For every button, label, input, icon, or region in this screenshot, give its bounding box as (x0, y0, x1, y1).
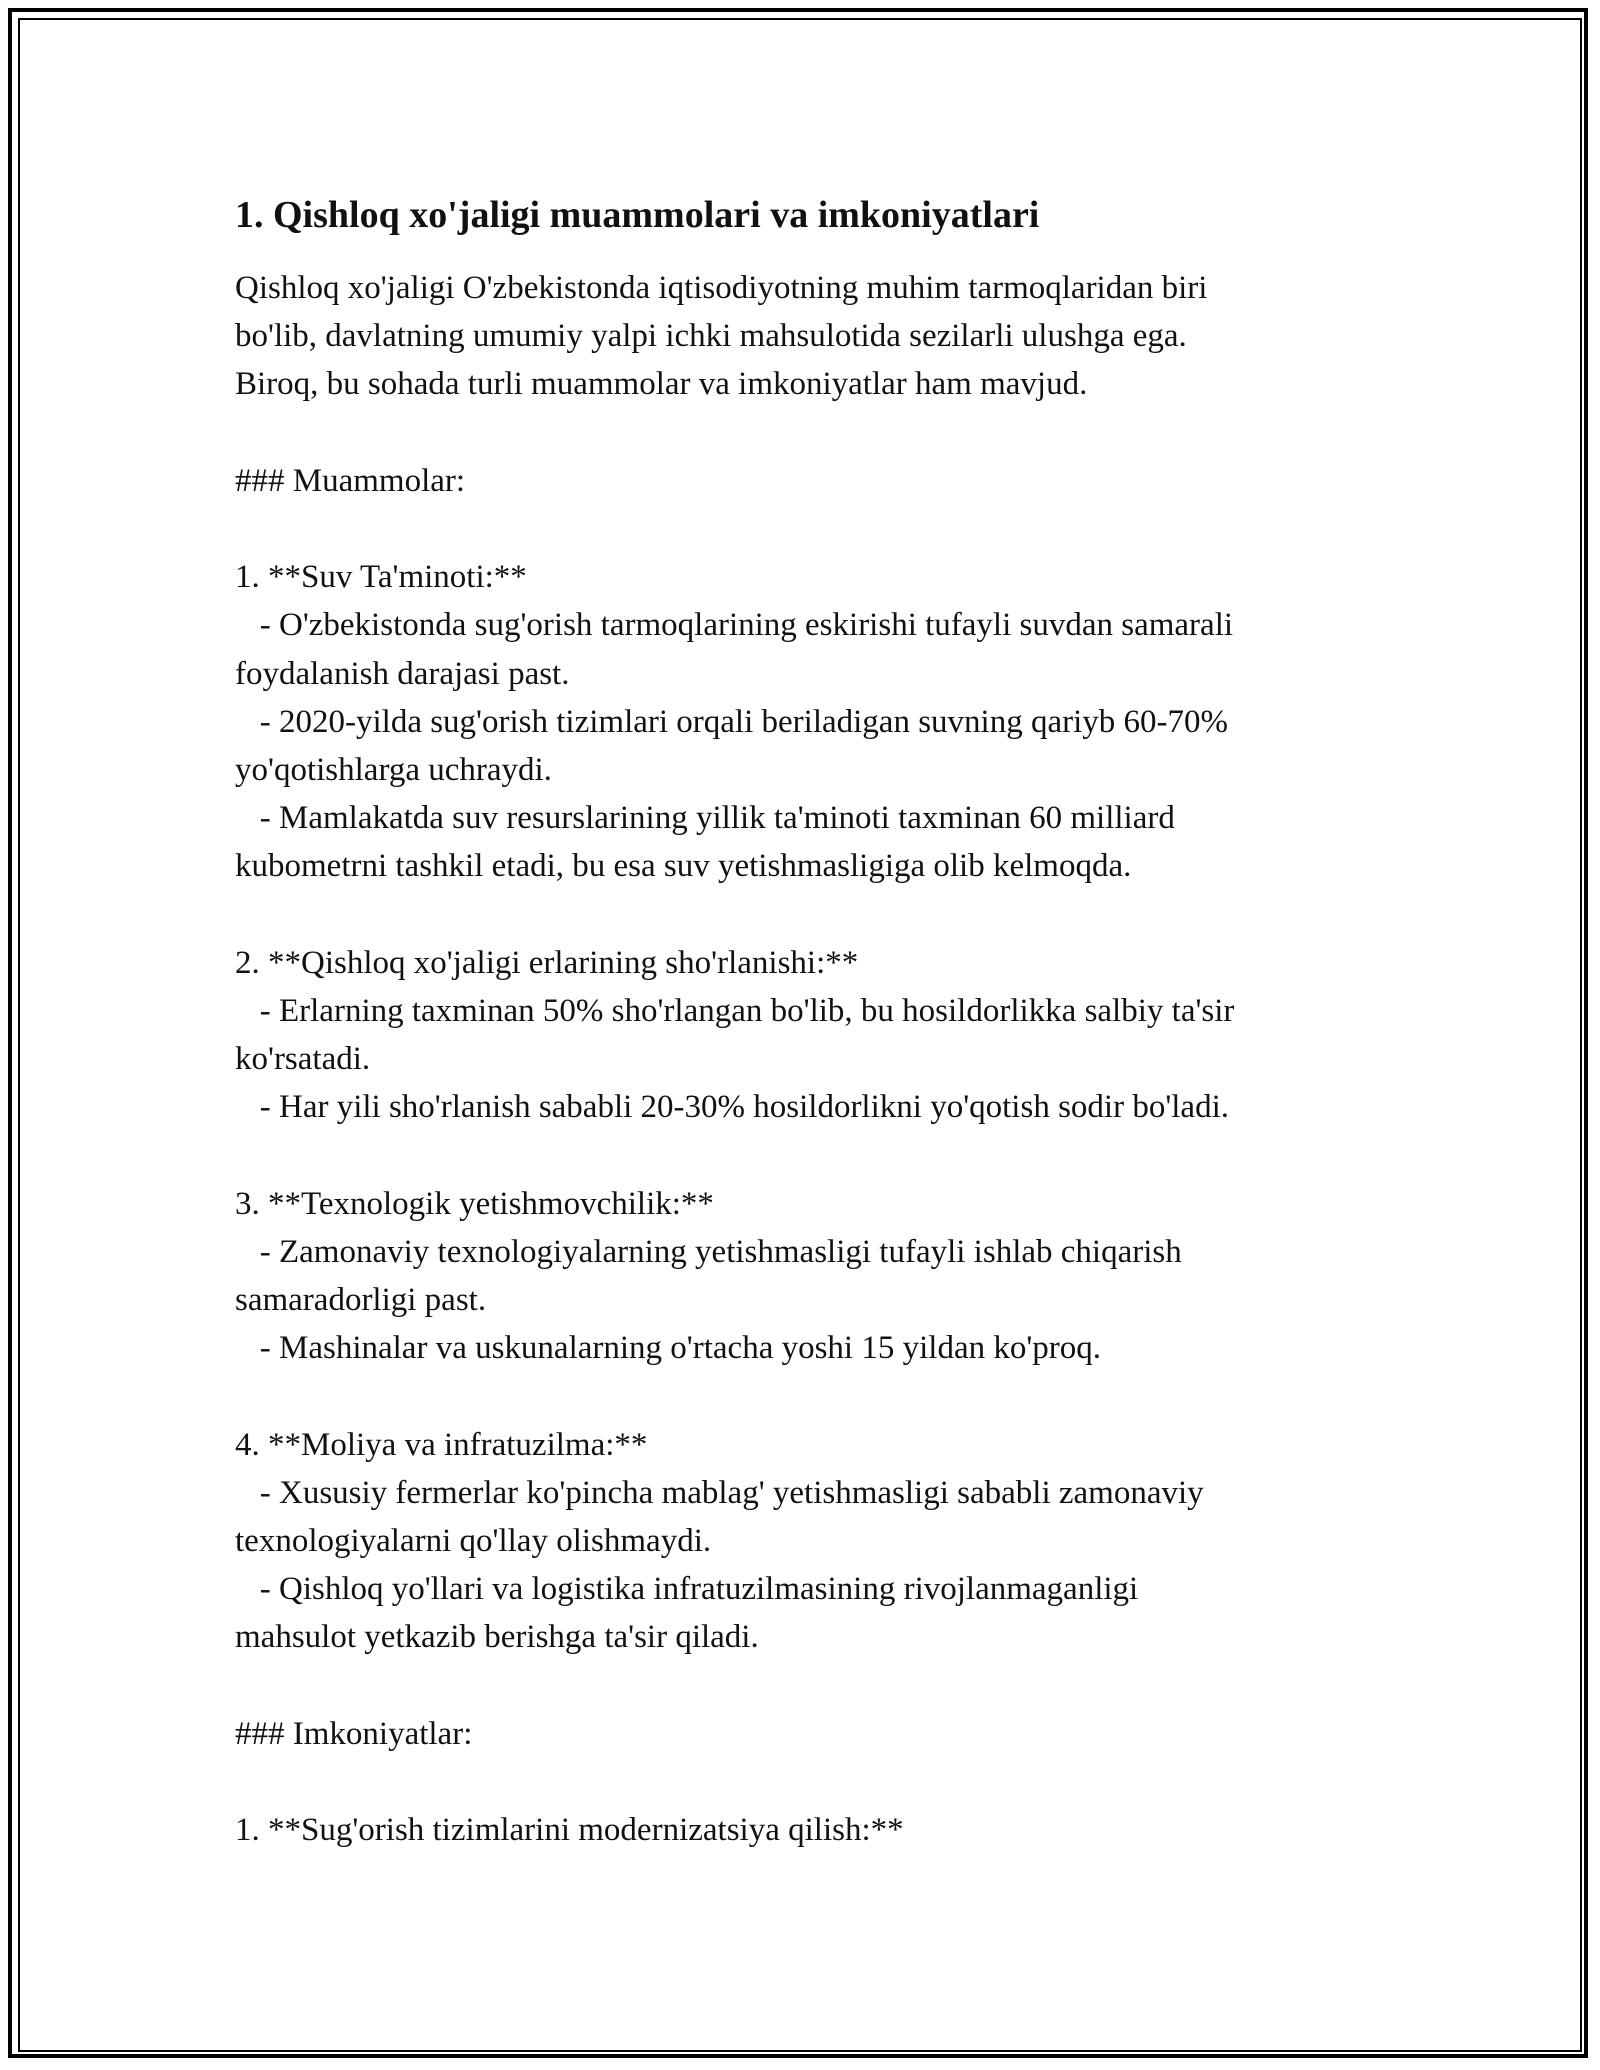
text-line: 2. **Qishloq xo'jaligi erlarining sho'rlanishi:** (235, 944, 859, 981)
text-line: ### Imkoniyatlar: (235, 1715, 473, 1752)
blank-line (235, 1661, 1370, 1709)
blank-line (235, 409, 1370, 457)
text-line: foydalanish darajasi past. (235, 655, 570, 692)
text-line: ko'rsatadi. (235, 1041, 371, 1077)
text-line: - Mamlakatda suv resurslarining yillik ta'minoti taxminan 60 milliard (235, 800, 1175, 837)
text-line: - O'zbekistonda sug'orish tarmoqlarining eskirishi tufayli suvdan samarali (235, 607, 1234, 644)
document-title: 1. Qishloq xo'jaligi muammolari va imkoniyatlari (235, 194, 1040, 236)
text-line: - Har yili sho'rlanish sababli 20-30% hosildorlikni yo'qotish sodir bo'ladi. (235, 1089, 1229, 1126)
blank-line (235, 1131, 1370, 1179)
text-line: Biroq, bu sohada turli muammolar va imkoniyatlar ham mavjud. (235, 366, 1088, 403)
text-line: - 2020-yilda sug'orish tizimlari orqali beriladigan suvning qariyb 60-70% (235, 703, 1228, 740)
text-line: ### Muammolar: (235, 462, 466, 499)
blank-line (235, 1758, 1370, 1806)
text-line: mahsulot yetkazib berishga ta'sir qiladi. (235, 1619, 759, 1656)
text-line: bo'lib, davlatning umumiy yalpi ichki mahsulotida sezilarli ulushga ega. (235, 318, 1187, 355)
text-line: Qishloq xo'jaligi O'zbekistonda iqtisodiyotning muhim tarmoqlaridan biri (235, 270, 1208, 306)
blank-line (235, 1372, 1370, 1420)
text-line: 1. **Sug'orish tizimlarini modernizatsiya qilish:** (235, 1812, 904, 1848)
text-line: - Xususiy fermerlar ko'pincha mablag' yetishmasligi sababli zamonaviy (235, 1474, 1204, 1511)
document-body (235, 186, 1370, 1854)
text-line: yo'qotishlarga uchraydi. (235, 751, 552, 788)
text-line: - Zamonaviy texnologiyalarning yetishmasligi tufayli ishlab chiqarish (235, 1233, 1182, 1270)
text-line: texnologiyalarni qo'llay olishmaydi. (235, 1522, 712, 1559)
document-text (235, 264, 1370, 1854)
text-line: - Erlarning taxminan 50% sho'rlangan bo'lib, bu hosildorlikka salbiy ta'sir (235, 992, 1235, 1029)
text-line: 3. **Texnologik yetishmovchilik:** (235, 1185, 714, 1222)
text-line: - Mashinalar va uskunalarning o'rtacha yoshi 15 yildan ko'proq. (235, 1330, 1102, 1367)
text-line: samaradorligi past. (235, 1281, 487, 1318)
text-line: kubometrni tashkil etadi, bu esa suv yetishmasligiga olib kelmoqda. (235, 848, 1132, 885)
text-line: 1. **Suv Ta'minoti:** (235, 559, 527, 596)
text-line: 4. **Moliya va infratuzilma:** (235, 1426, 648, 1463)
text-line: - Qishloq yo'llari va logistika infratuzilmasining rivojlanmaganligi (235, 1571, 1139, 1608)
blank-line (235, 890, 1370, 938)
blank-line (235, 505, 1370, 553)
